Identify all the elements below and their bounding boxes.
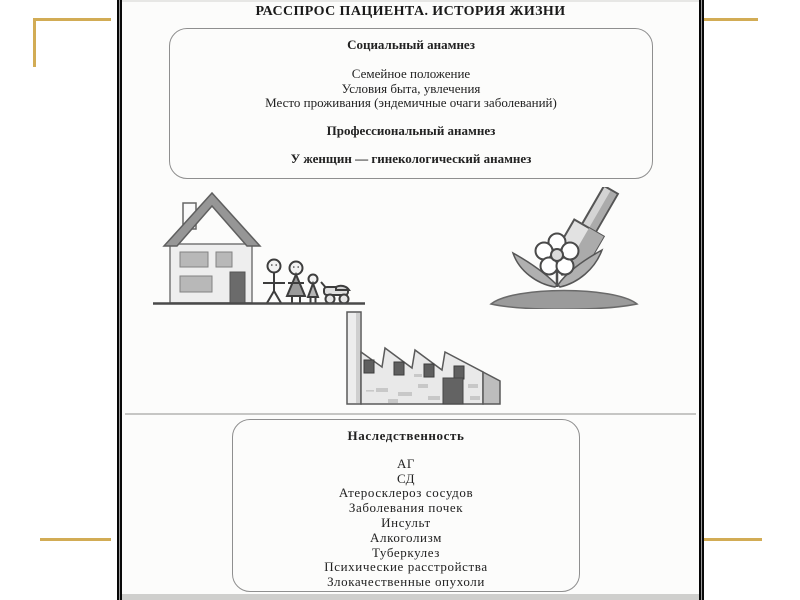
gold-accent-line-top-left-horizontal <box>33 18 111 21</box>
list-item: Условия быта, увлечения <box>341 80 481 96</box>
factory-side-wall <box>483 372 500 404</box>
list-item: Алкоголизм <box>370 529 442 545</box>
heredity-box <box>232 419 580 592</box>
family-figures <box>263 260 318 304</box>
list-item: СД <box>396 470 416 486</box>
list-item: АГ <box>396 455 416 471</box>
list-item: Место проживания (эндемичные очаги заболеваний) <box>265 95 557 111</box>
social-box-heading: Социальный анамнез <box>347 37 475 52</box>
heredity-box-heading: Наследственность <box>347 428 465 443</box>
scan-edge-top <box>122 0 699 2</box>
stroller-icon <box>321 282 349 304</box>
list-item: Злокачественные опухоли <box>327 574 485 590</box>
slide-content-area <box>122 0 699 600</box>
social-anamnesis-box <box>169 28 653 179</box>
gold-accent-line-top-right <box>704 18 758 21</box>
factory-chimney <box>347 312 361 404</box>
factory-icon <box>328 308 518 420</box>
list-item: Инсульт <box>381 514 431 530</box>
spade-with-flower-icon <box>483 187 641 309</box>
frame-border-right <box>699 0 704 600</box>
list-item: Туберкулез <box>372 544 440 560</box>
page-title: РАССПРОС ПАЦИЕНТА. ИСТОРИЯ ЖИЗНИ <box>255 4 566 19</box>
gold-accent-line-bottom-left <box>40 538 111 541</box>
list-item: Психические расстройства <box>324 559 488 575</box>
factory-door <box>443 378 463 404</box>
house-icon <box>164 193 260 303</box>
scan-edge-bottom <box>122 594 699 600</box>
list-item: Заболевания почек <box>348 500 464 516</box>
list-item: Атеросклероз сосудов <box>338 485 474 501</box>
professional-anamnesis-heading: Профессиональный анамнез <box>326 123 496 139</box>
gynecological-anamnesis-heading: У женщин — гинекологический анамнез <box>290 150 532 166</box>
list-item: Семейное положение <box>351 65 471 81</box>
house-with-family-icon <box>150 186 368 308</box>
soil-mound <box>491 291 637 310</box>
gold-accent-line-top-left-vertical <box>33 18 36 67</box>
gold-accent-line-bottom-right <box>704 538 762 541</box>
